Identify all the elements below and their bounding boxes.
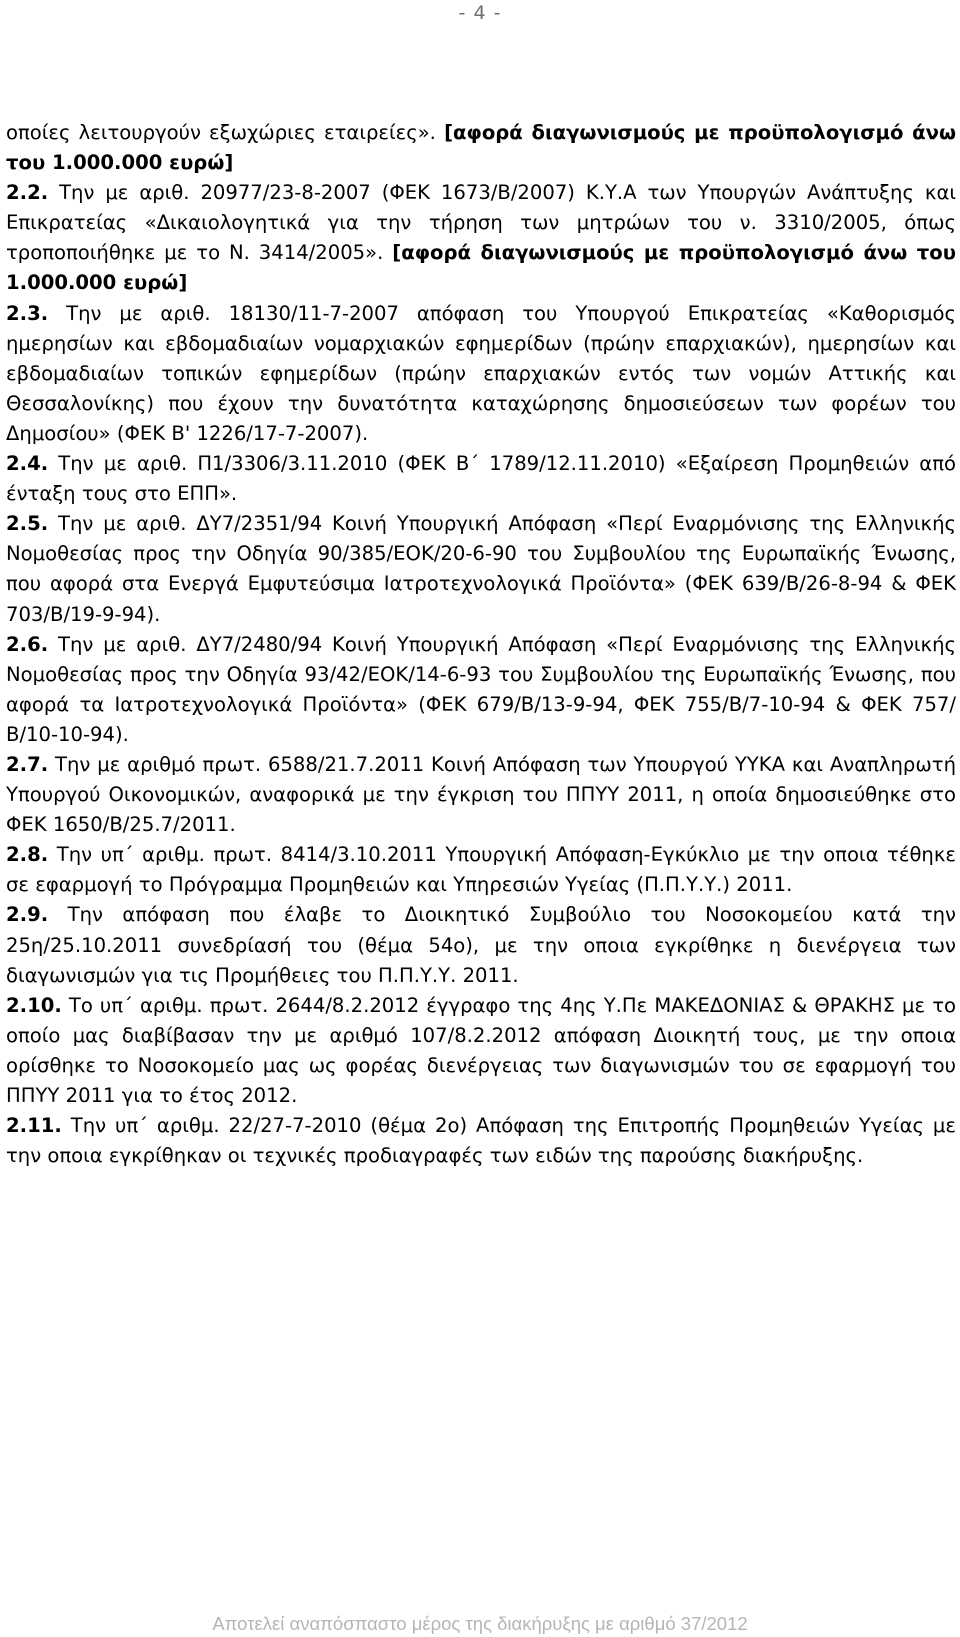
clause-text: Την με αριθ. Π1/3306/3.11.2010 (ΦΕΚ Β΄ 1789/12.11.2010) «Εξαίρεση Προμηθειών από ένταξη τους στο ΕΠΠ». xyxy=(6,452,956,506)
clause-number: 2.8. xyxy=(6,843,49,867)
clause-number: 2.5. xyxy=(6,512,49,536)
clause-number: 2.9. xyxy=(6,903,49,927)
clause-2-10 xyxy=(6,991,956,1111)
clause-2-11 xyxy=(6,1111,956,1171)
scope-note: [αφορά διαγωνισμούς με προϋπολογισμό άνω του 1.000.000 ευρώ] xyxy=(6,121,956,175)
clause-2-3 xyxy=(6,299,956,449)
clause-2-9 xyxy=(6,900,956,990)
clause-number: 2.3. xyxy=(6,301,49,325)
clause-2-7 xyxy=(6,750,956,840)
clause-text: Το υπ΄ αριθμ. πρωτ. 2644/8.2.2012 έγγραφο της 4ης Υ.Πε ΜΑΚΕΔΟΝΙΑΣ & ΘΡΑΚΗΣ με το οποίο μας διαβίβασαν την με αριθμό 107/8.2.2012 απόφαση Διοικητή τους, με την οποια ορίσθηκε το Νοσοκομείο μας ως φορέας διενέργειας των διαγωνισμών του σε εφαρμογή του ΠΠΥΥ 2011 για το έτος 2012. xyxy=(6,993,956,1107)
clause-2-4 xyxy=(6,449,956,509)
clause-number: 2.6. xyxy=(6,632,49,656)
clause-2-6 xyxy=(6,630,956,750)
clause-number: 2.11. xyxy=(6,1114,62,1138)
clause-number: 2.7. xyxy=(6,752,49,776)
scope-note: [αφορά διαγωνισμούς με προϋπολογισμό άνω του 1.000.000 ευρώ] xyxy=(6,241,956,295)
page-number: - 4 - xyxy=(458,2,502,24)
clause-text: Την υπ΄ αριθμ. 22/27-7-2010 (θέμα 2ο) Απόφαση της Επιτροπής Προμηθειών Υγείας με την οποια εγκρίθηκαν οι τεχνικές προδιαγραφές των ειδών της παρούσης διακήρυξης. xyxy=(6,1114,956,1168)
clause-text: Την με αριθ. ΔΥ7/2351/94 Κοινή Υπουργική Απόφαση «Περί Εναρμόνισης της Ελληνικής Νομοθεσίας προς την Οδηγία 90/385/ΕΟΚ/20-6-90 του Συμβουλίου της Ευρωπαϊκής Ένωσης, που αφορά στα Ενεργά Εμφυτεύσιμα Ιατροτεχνολογικά Προϊόντα» (ΦΕΚ 639/Β/26-8-94 & ΦΕΚ 703/Β/19-9-94). xyxy=(6,512,956,626)
clause-number: 2.4. xyxy=(6,452,49,476)
clause-text: Την υπ΄ αριθμ. πρωτ. 8414/3.10.2011 Υπουργική Απόφαση-Εγκύκλιο με την οποια τέθηκε σε εφαρμογή το Πρόγραμμα Προμηθειών και Υπηρεσιών Υγείας (Π.Π.Υ.Υ.) 2011. xyxy=(6,843,956,897)
clause-2-5 xyxy=(6,509,956,629)
clause-text: Την με αριθ. 20977/23-8-2007 (ΦΕΚ 1673/Β/2007) Κ.Υ.Α των Υπουργών Ανάπτυξης και Επικρατείας «Δικαιολογητικά για την τήρηση των μητρώων του ν. 3310/2005, όπως τροποποιήθηκε με το Ν. 3414/2005». xyxy=(6,181,956,265)
clause-2-2 xyxy=(6,178,956,298)
clause-text: Την με αριθ. ΔΥ7/2480/94 Κοινή Υπουργική Απόφαση «Περί Εναρμόνισης της Ελληνικής Νομοθεσίας προς την Οδηγία 93/42/ΕΟΚ/14-6-93 του Συμβουλίου της Ευρωπαϊκής Ένωσης, που αφορά τα Ιατροτεχνολογικά Προϊόντα» (ΦΕΚ 679/Β/13-9-94, ΦΕΚ 755/Β/7-10-94 & ΦΕΚ 757/Β/10-10-94). xyxy=(6,632,956,746)
clause-text: Την με αριθμό πρωτ. 6588/21.7.2011 Κοινή Απόφαση των Υπουργού ΥΥΚΑ και Αναπληρωτή Υπουργού Οικονομικών, αναφορικά με την έγκριση του ΠΠΥΥ 2011, η οποία δημοσιεύθηκε στο ΦΕΚ 1650/Β/25.7/2011. xyxy=(6,752,956,837)
paragraph-continuation xyxy=(6,118,956,178)
clause-text: Την με αριθ. 18130/11-7-2007 απόφαση του Υπουργού Επικρατείας «Καθορισμός ημερησίων και εβδομαδιαίων νομαρχιακών εφημερίδων (πρώην επαρχιακών), ημερησίων και εβδομαδιαίων τοπικών εφημερίδων (πρώην επαρχιακών εντός των νομών Αττικής και Θεσσαλονίκης) που έχουν την δυνατότητα καταχώρησης δημοσιεύσεων των φορέων του Δημοσίου» (ΦΕΚ Β' 1226/17-7-2007). xyxy=(6,301,956,445)
clause-2-8 xyxy=(6,840,956,900)
clause-number: 2.10. xyxy=(6,993,62,1017)
paragraph-text: οποίες λειτουργούν εξωχώριες εταιρείες». xyxy=(6,121,445,144)
clause-text: Την απόφαση που έλαβε το Διοικητικό Συμβούλιο του Νοσοκομείου κατά την 25η/25.10.2011 συνεδρίασή του (θέμα 54ο), με την οποια εγκρίθηκε η διενέργεια των διαγωνισμών για τις Προμήθειες του Π.Π.Υ.Υ. 2011. xyxy=(6,903,956,987)
clause-number: 2.2. xyxy=(6,181,49,205)
page-footer: Αποτελεί αναπόσπαστο μέρος της διακήρυξης με αριθμό 37/2012 xyxy=(212,1613,748,1634)
document-body xyxy=(6,118,956,1171)
